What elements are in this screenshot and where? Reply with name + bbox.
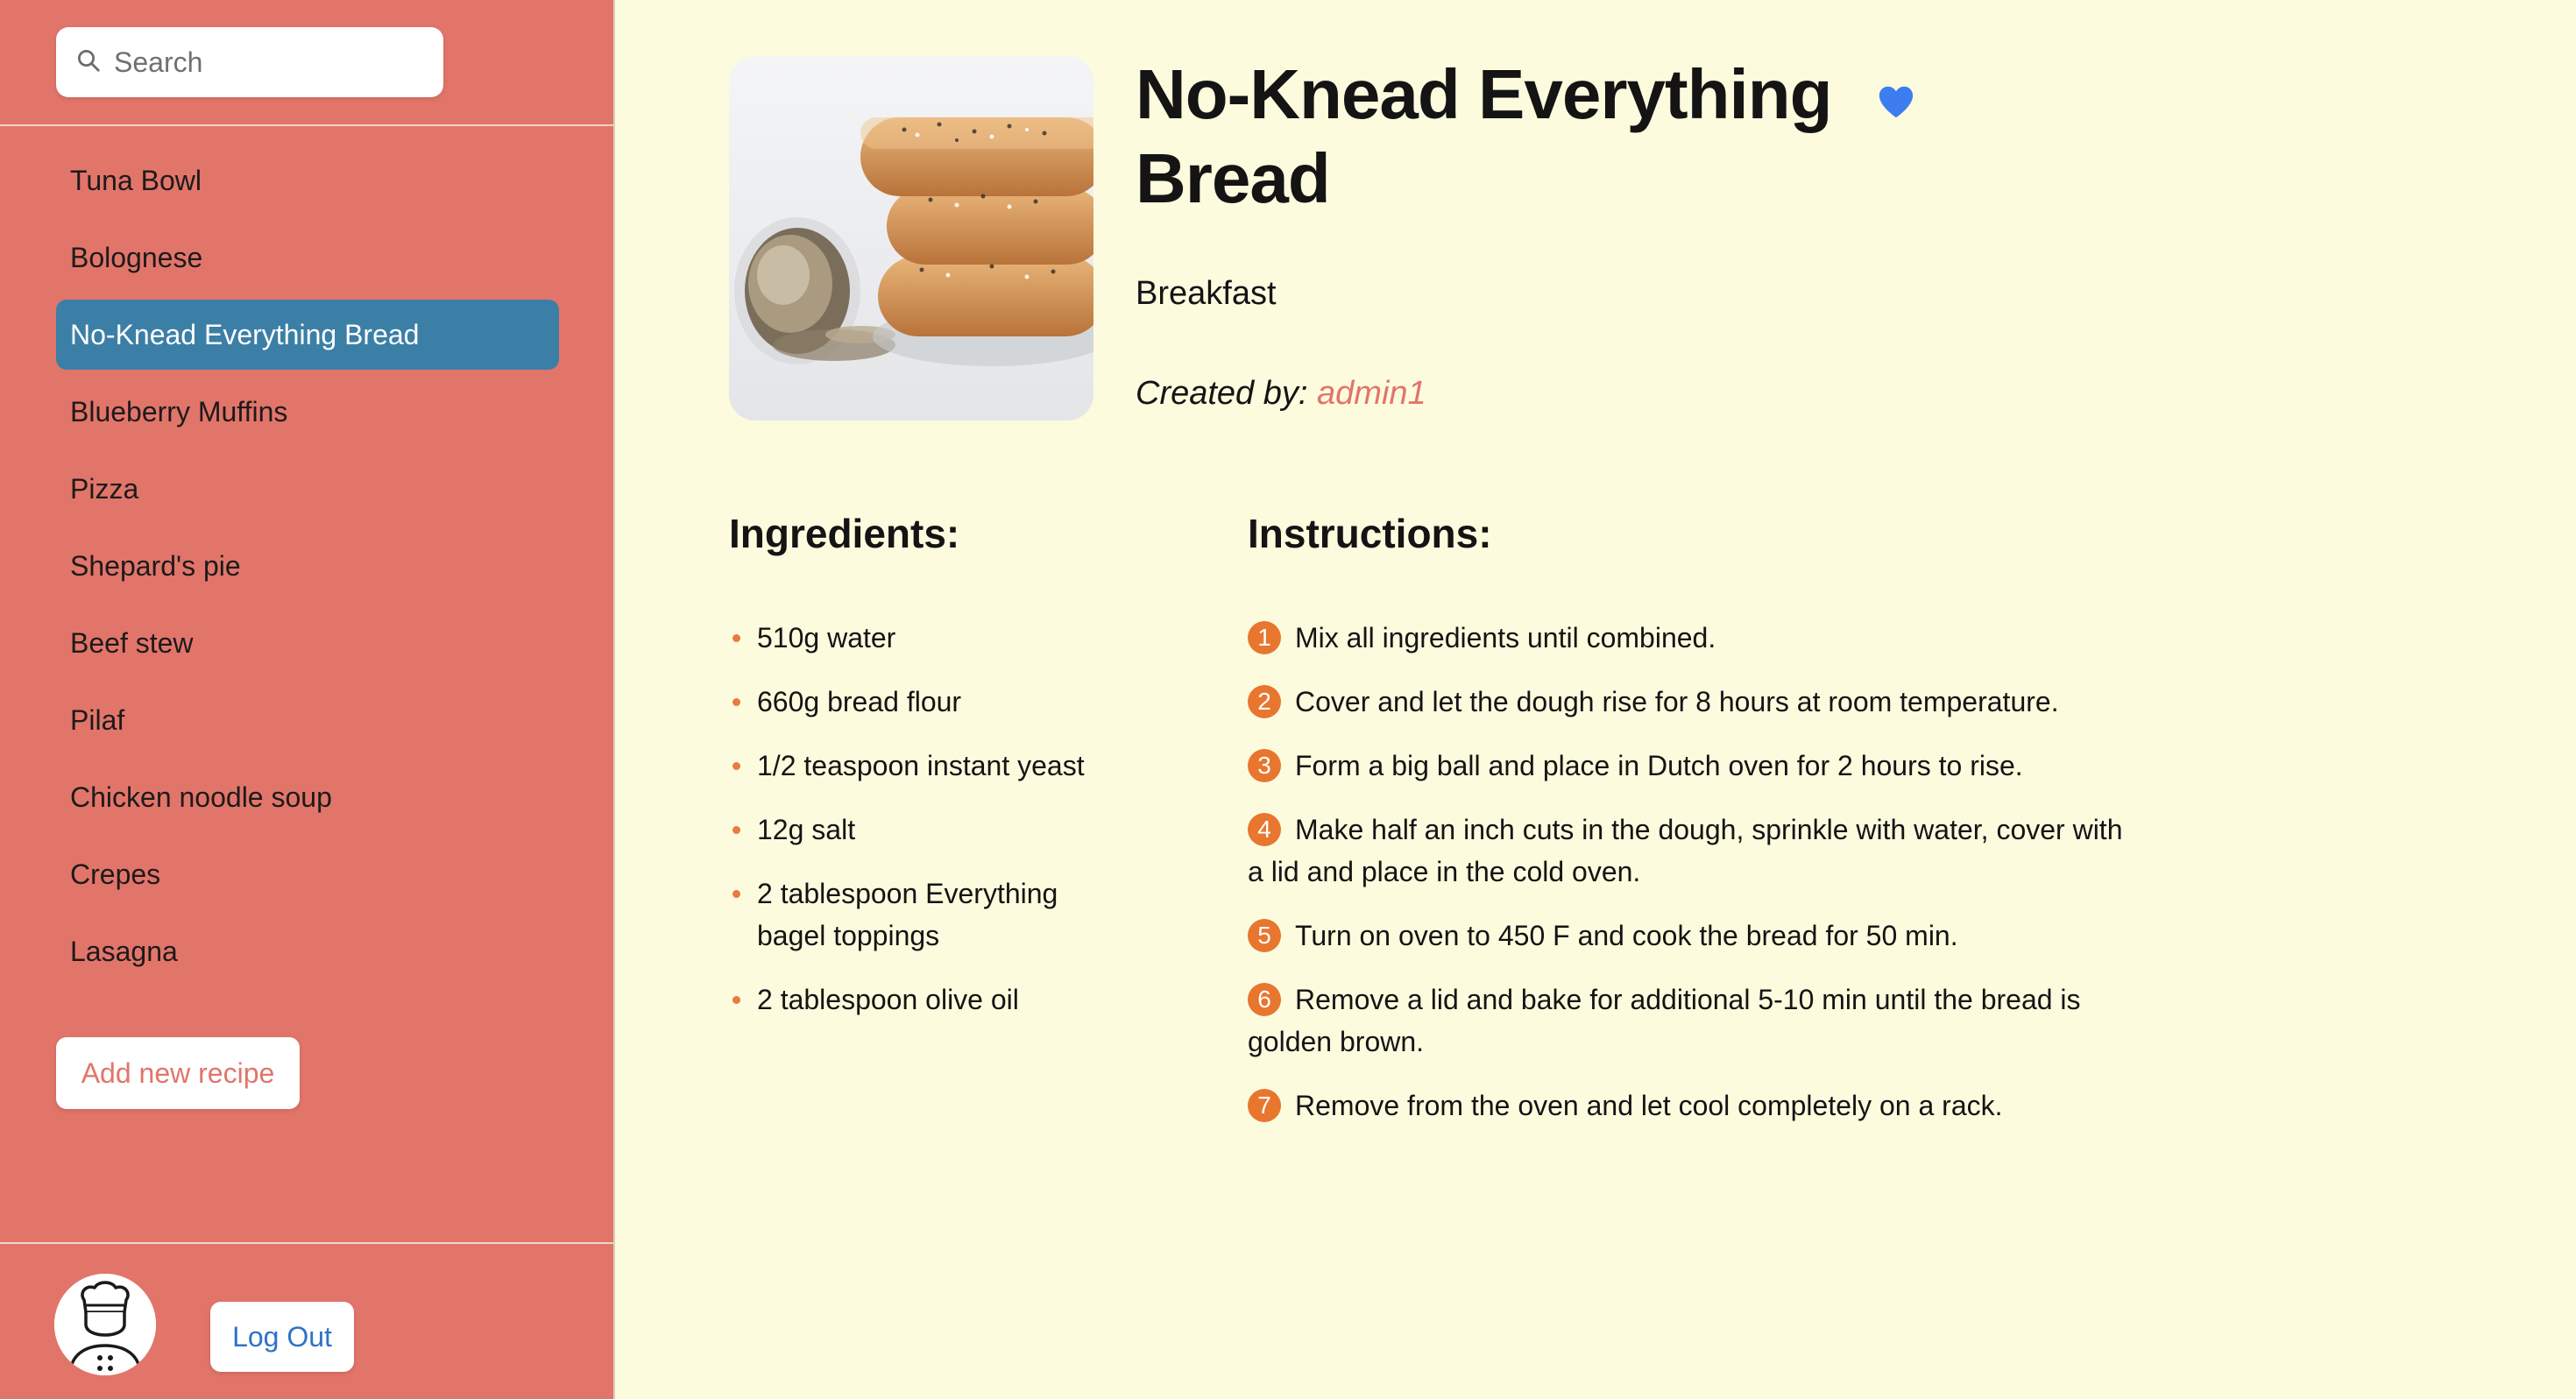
sidebar-recipe-item[interactable]: Chicken noodle soup: [70, 781, 332, 813]
instruction-step: [1248, 809, 2124, 893]
sidebar-footer: [0, 1242, 613, 1399]
log-out-button[interactable]: Log Out: [210, 1302, 354, 1372]
step-number-badge: 3: [1248, 749, 1281, 782]
step-number-badge: 2: [1248, 685, 1281, 718]
ingredients-heading: Ingredients:: [729, 511, 960, 556]
step-text: Remove from the oven and let cool completely on a rack.: [1295, 1090, 2003, 1121]
step-text: Remove a lid and bake for additional 5-10 min until the bread is golden brown.: [1248, 984, 2081, 1057]
instruction-step: [1248, 1085, 2124, 1127]
sidebar-recipe-item[interactable]: No-Knead Everything Bread: [56, 300, 559, 370]
step-number-badge: 4: [1248, 813, 1281, 846]
heart-icon[interactable]: [1877, 84, 1915, 119]
sidebar-recipe-item[interactable]: Bolognese: [70, 241, 203, 273]
step-text: Mix all ingredients until combined.: [1295, 622, 1716, 654]
step-text: Cover and let the dough rise for 8 hours at room temperature.: [1295, 686, 2059, 717]
instruction-step: [1248, 745, 2124, 787]
sidebar-recipe-item[interactable]: Blueberry Muffins: [70, 395, 288, 427]
sidebar-recipe-item[interactable]: Lasagna: [70, 935, 178, 967]
ingredient-item: 2 tablespoon olive oil: [729, 979, 1106, 1021]
search-icon: [75, 47, 102, 78]
sidebar-recipe-item[interactable]: Shepard's pie: [70, 549, 241, 582]
step-number-badge: 6: [1248, 983, 1281, 1016]
ingredients-list: [729, 617, 1106, 1042]
sidebar-recipe-item[interactable]: Pilaf: [70, 703, 125, 736]
recipe-title: No-Knead Everything Bread: [1136, 55, 1832, 217]
instruction-step: [1248, 617, 2124, 659]
created-by: [1136, 375, 1426, 413]
recipe-category: Breakfast: [1136, 275, 1277, 312]
step-text: Make half an inch cuts in the dough, sprinkle with water, cover with a lid and place in the cold oven.: [1248, 814, 2123, 887]
step-number-badge: 1: [1248, 621, 1281, 654]
instruction-step: [1248, 915, 2124, 957]
recipe-photo: [729, 56, 1093, 420]
ingredient-item: 12g salt: [729, 809, 1106, 851]
instruction-step: [1248, 979, 2124, 1063]
sidebar-recipe-item[interactable]: Crepes: [70, 858, 161, 890]
instruction-step: [1248, 681, 2124, 723]
sidebar: [0, 0, 615, 1399]
instructions-list: [1248, 617, 2124, 1148]
ingredient-item: 510g water: [729, 617, 1106, 659]
ingredient-item: 2 tablespoon Everything bagel toppings: [729, 873, 1106, 957]
sidebar-recipe-item[interactable]: Pizza: [70, 472, 139, 505]
search-area: [0, 0, 613, 126]
step-text: Turn on oven to 450 F and cook the bread for 50 min.: [1295, 920, 1958, 951]
sidebar-recipe-item[interactable]: Beef stew: [70, 626, 194, 659]
sidebar-recipe-item[interactable]: Tuna Bowl: [70, 164, 202, 196]
step-number-badge: 5: [1248, 919, 1281, 952]
add-new-recipe-button[interactable]: Add new recipe: [56, 1037, 300, 1109]
ingredient-item: 660g bread flour: [729, 681, 1106, 723]
author-link[interactable]: admin1: [1317, 375, 1426, 412]
ingredient-item: 1/2 teaspoon instant yeast: [729, 745, 1106, 787]
search-box[interactable]: [56, 27, 443, 97]
chef-avatar-icon[interactable]: [54, 1274, 156, 1375]
recipe-list: [0, 126, 613, 986]
search-input[interactable]: [114, 46, 429, 79]
instructions-heading: Instructions:: [1248, 511, 1492, 556]
step-number-badge: 7: [1248, 1089, 1281, 1122]
step-text: Form a big ball and place in Dutch oven for 2 hours to rise.: [1295, 750, 2023, 781]
created-by-label: Created by:: [1136, 375, 1308, 412]
